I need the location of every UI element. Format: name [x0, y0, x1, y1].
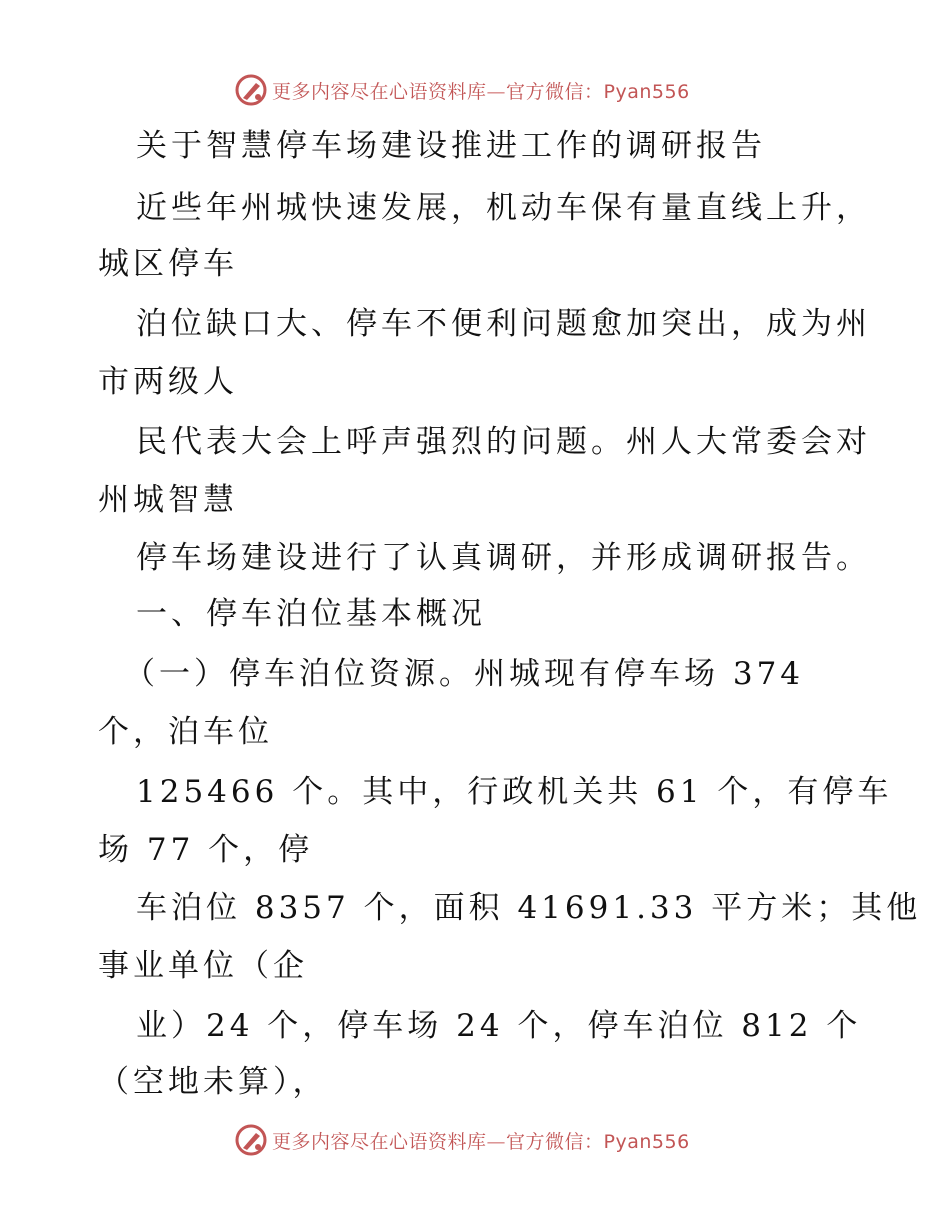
paragraph-line: 业）24 个，停车场 24 个，停车泊位 812 个 — [136, 1008, 862, 1044]
section-heading: 一、停车泊位基本概况 — [136, 596, 486, 632]
paragraph-line: （一）停车泊位资源。州城现有停车场 374 — [124, 656, 805, 692]
watermark-separator: — — [486, 80, 507, 103]
paragraph-line: 城区停车 — [98, 246, 238, 282]
document-title: 关于智慧停车场建设推进工作的调研报告 — [136, 128, 766, 164]
paragraph-line: 州城智慧 — [98, 482, 238, 518]
pen-circle-logo-icon — [234, 73, 268, 107]
paragraph-line: 125466 个。其中，行政机关共 61 个，有停车 — [136, 774, 893, 810]
paragraph-line: 停车场建设进行了认真调研，并形成调研报告。 — [136, 540, 871, 576]
watermark-wechat-text: 官方微信：Pyan556 — [506, 80, 690, 103]
watermark-text — [272, 1127, 690, 1154]
paragraph-line: 车泊位 8357 个，面积 41691.33 平方米；其他 — [136, 890, 922, 926]
paragraph-line: 近些年州城快速发展，机动车保有量直线上升， — [136, 190, 871, 226]
pen-circle-logo-icon — [234, 1123, 268, 1157]
paragraph-line: 泊位缺口大、停车不便利问题愈加突出，成为州 — [136, 306, 871, 342]
paragraph-line: （空地未算）， — [98, 1064, 328, 1100]
paragraph-line: 场 77 个，停 — [98, 832, 314, 868]
watermark-separator: — — [486, 1130, 507, 1153]
watermark-text — [272, 77, 690, 104]
header-watermark-banner — [234, 72, 714, 108]
watermark-main-text: 更多内容尽在心语资料库 — [272, 1130, 487, 1153]
paragraph-line: 市两级人 — [98, 364, 238, 400]
paragraph-line: 民代表大会上呼声强烈的问题。州人大常委会对 — [136, 424, 871, 460]
footer-watermark-banner — [234, 1122, 714, 1158]
paragraph-line: 个，泊车位 — [98, 714, 273, 750]
watermark-wechat-text: 官方微信：Pyan556 — [506, 1130, 690, 1153]
paragraph-line: 事业单位（企 — [98, 948, 308, 984]
watermark-main-text: 更多内容尽在心语资料库 — [272, 80, 487, 103]
